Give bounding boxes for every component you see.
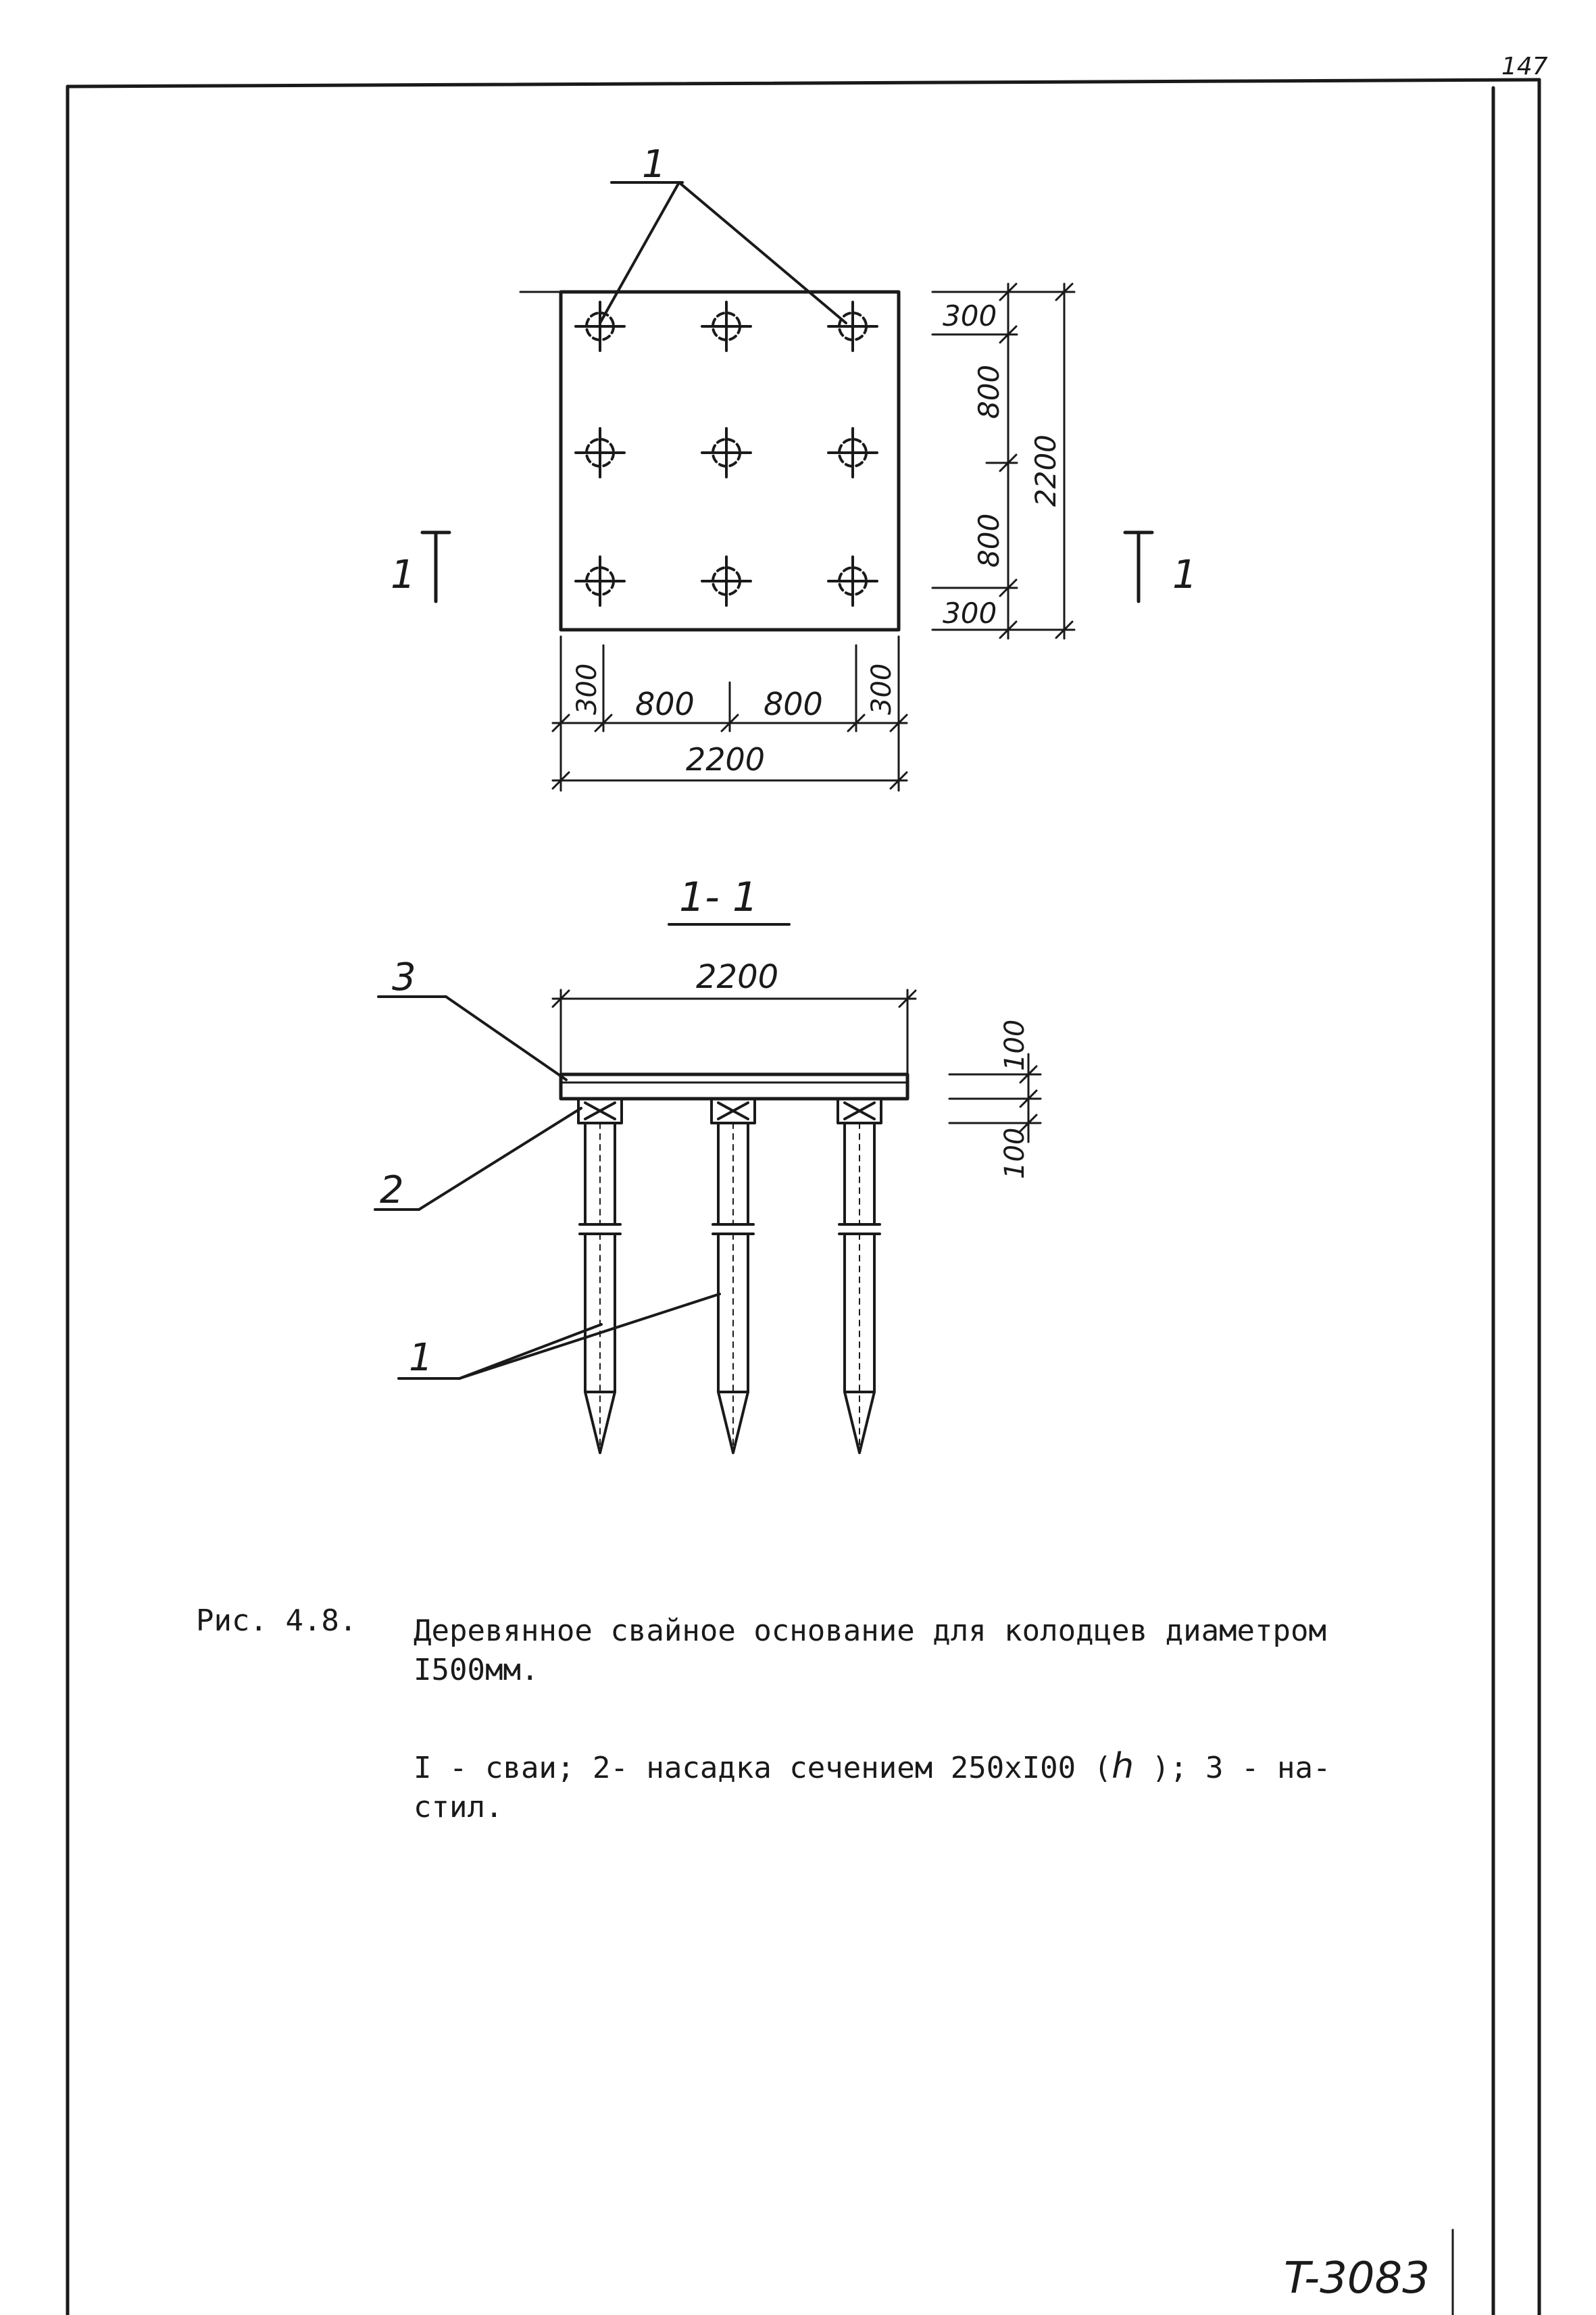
thickness-bottom-label: 100 [999,1127,1030,1179]
pile-marker [702,428,751,477]
section-view [375,874,1041,1453]
pile-marker [576,302,624,351]
section-title: 1- 1 [679,874,759,921]
figure-title-line1: Деревянное свайное основание для колодцев диаметром [414,1614,1327,1648]
callout-1-label: 1 [409,1336,433,1380]
pile [838,1099,881,1453]
section-mark-left-label: 1 [391,551,416,597]
figure-legend [414,1747,1481,1827]
figure-title [414,1612,1481,1690]
vdim-300-top: 300 [943,299,997,332]
figure-title-line2: I500мм. [414,1653,539,1687]
figure-label: Рис. 4.8. [196,1603,357,1638]
pile-marker [828,302,877,351]
callout-3-leader [378,997,566,1080]
callout-3-label: 3 [392,955,416,999]
plan-callout-1 [600,182,846,323]
vdim-800-upper: 800 [972,364,1005,419]
callout-2-label: 2 [380,1168,404,1212]
legend-part2: ); 3 - на- [1134,1751,1331,1785]
legend-line2: стил. [414,1790,503,1824]
hdim-total: 2200 [686,741,766,778]
section-width-dimension [553,990,916,1074]
hdim-800-left: 800 [635,686,695,722]
legend-h: h [1112,1746,1134,1787]
hdim-800-right: 800 [764,686,823,722]
pile-marker [702,302,751,351]
pile [578,1099,622,1453]
pile-marker [828,428,877,477]
section-mark-left [422,532,449,601]
callout-1-leader [399,1294,720,1378]
pile-marker [576,428,624,477]
pile [712,1099,755,1453]
legend-part1: I - сваи; 2- насадка сечением 250хI00 ( [414,1751,1112,1785]
thickness-top-label: 100 [999,1019,1030,1071]
pile-marker [828,557,877,605]
plan-view [391,143,1197,791]
sheet-frame [68,80,1539,2315]
legend-line1 [414,1747,1481,1788]
pile-marker [702,557,751,605]
vdim-total: 2200 [1029,434,1062,507]
section-mark-right [1125,532,1152,601]
page-number: 147 [1501,53,1548,80]
vdim-800-lower: 800 [972,513,1005,568]
callout-2-leader [375,1108,581,1210]
piles [578,1099,881,1453]
hdim-300-right: 300 [866,663,897,715]
pile-markers [576,302,877,605]
plan-callout-label: 1 [642,143,666,186]
plan-slab-outline [561,292,899,630]
vdim-300-bottom: 300 [943,597,997,630]
pile-marker [576,557,624,605]
document-code: T-3083 [1284,2254,1430,2304]
section-mark-right-label: 1 [1172,551,1197,597]
hdim-300-left: 300 [572,663,603,715]
deck-slab [561,1074,907,1099]
section-width-label: 2200 [696,958,779,996]
